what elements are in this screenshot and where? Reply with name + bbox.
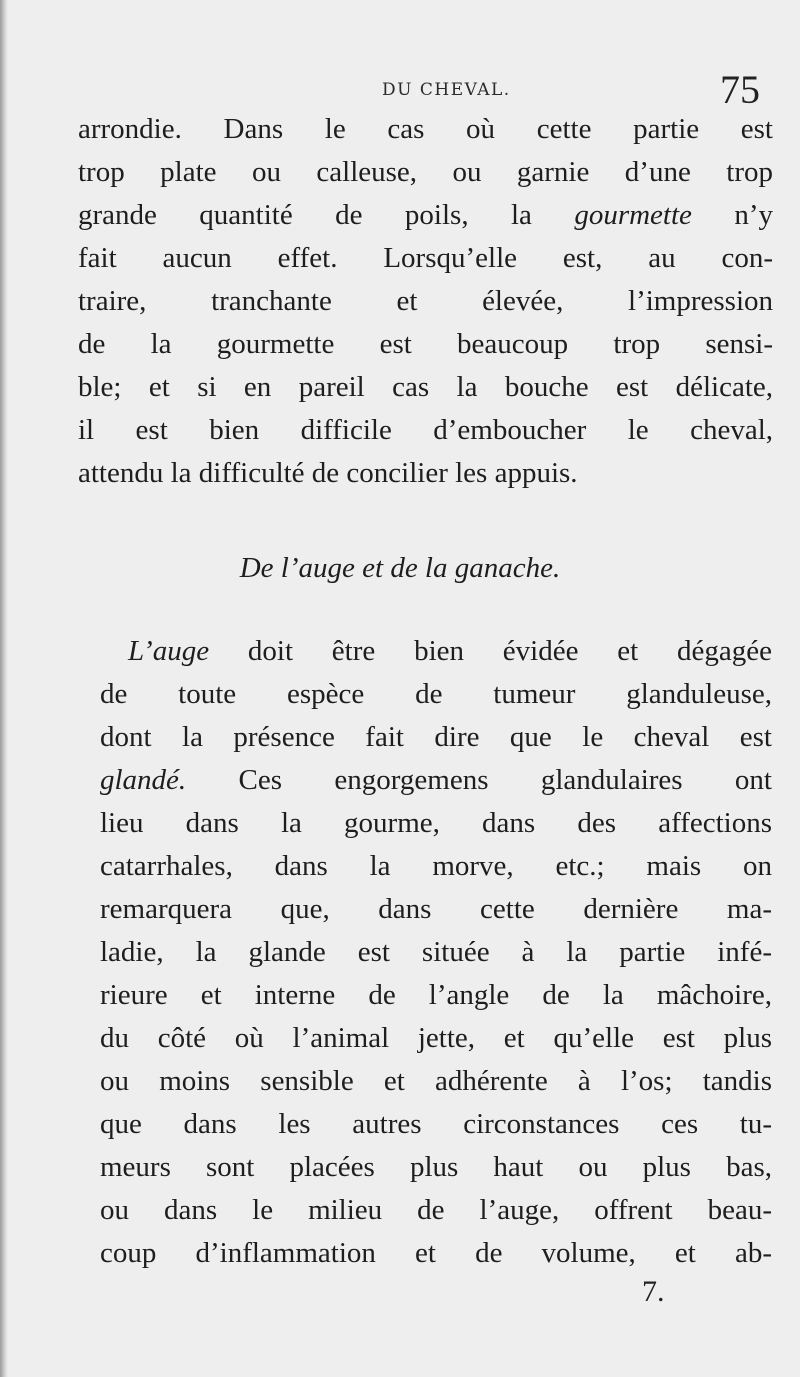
signature-mark: 7. bbox=[642, 1275, 665, 1308]
text-line: du côté où l’animal jette, et qu’elle est plus bbox=[100, 1022, 772, 1054]
text-line: que dans les autres circonstances ces tu- bbox=[100, 1108, 772, 1140]
text-line: ble; et si en pareil cas la bouche est délicate, bbox=[78, 371, 773, 403]
text-line: L’auge doit être bien évidée et dégagée bbox=[128, 635, 772, 667]
text-line: grande quantité de poils, la gourmette n’y bbox=[78, 199, 773, 231]
text-line: meurs sont placées plus haut ou plus bas, bbox=[100, 1151, 772, 1183]
text-line: traire, tranchante et élevée, l’impression bbox=[78, 285, 773, 317]
page-gutter-shadow bbox=[0, 0, 8, 1377]
running-title: DU CHEVAL. bbox=[382, 80, 511, 100]
italic-term-glande: glandé. bbox=[100, 764, 187, 796]
paragraph-auge bbox=[100, 630, 772, 1275]
running-head bbox=[60, 66, 760, 114]
text-line: il est bien difficile d’emboucher le cheval, bbox=[78, 414, 773, 446]
text-line: ladie, la glande est située à la partie infé- bbox=[100, 936, 772, 968]
text-line: lieu dans la gourme, dans des affections bbox=[100, 807, 772, 839]
page-number: 75 bbox=[720, 67, 760, 112]
text-line: catarrhales, dans la morve, etc.; mais on bbox=[100, 850, 772, 882]
text-line: glandé. Ces engorgemens glandulaires ont bbox=[100, 764, 772, 796]
italic-term-gourmette: gourmette bbox=[574, 199, 692, 231]
text-line: trop plate ou calleuse, ou garnie d’une trop bbox=[78, 156, 773, 188]
text-line: ou moins sensible et adhérente à l’os; tandis bbox=[100, 1065, 772, 1097]
text-line: de la gourmette est beaucoup trop sensi- bbox=[78, 328, 773, 360]
text-line: de toute espèce de tumeur glanduleuse, bbox=[100, 678, 772, 710]
text-line: ou dans le milieu de l’auge, offrent beau- bbox=[100, 1194, 772, 1226]
text-line: rieure et interne de l’angle de la mâchoire, bbox=[100, 979, 772, 1011]
text-line: arrondie. Dans le cas où cette partie est bbox=[78, 113, 773, 145]
text-line: attendu la difficulté de concilier les appuis. bbox=[78, 457, 578, 489]
paragraph-continued bbox=[78, 108, 773, 495]
text-line: dont la présence fait dire que le cheval est bbox=[100, 721, 772, 753]
italic-term-auge: L’auge bbox=[128, 635, 210, 667]
text-line: coup d’inflammation et de volume, et ab- bbox=[100, 1237, 772, 1269]
text-line: remarquera que, dans cette dernière ma- bbox=[100, 893, 772, 925]
text-line: fait aucun effet. Lorsqu’elle est, au con- bbox=[78, 242, 773, 274]
section-heading: De l’auge et de la ganache. bbox=[239, 552, 561, 584]
